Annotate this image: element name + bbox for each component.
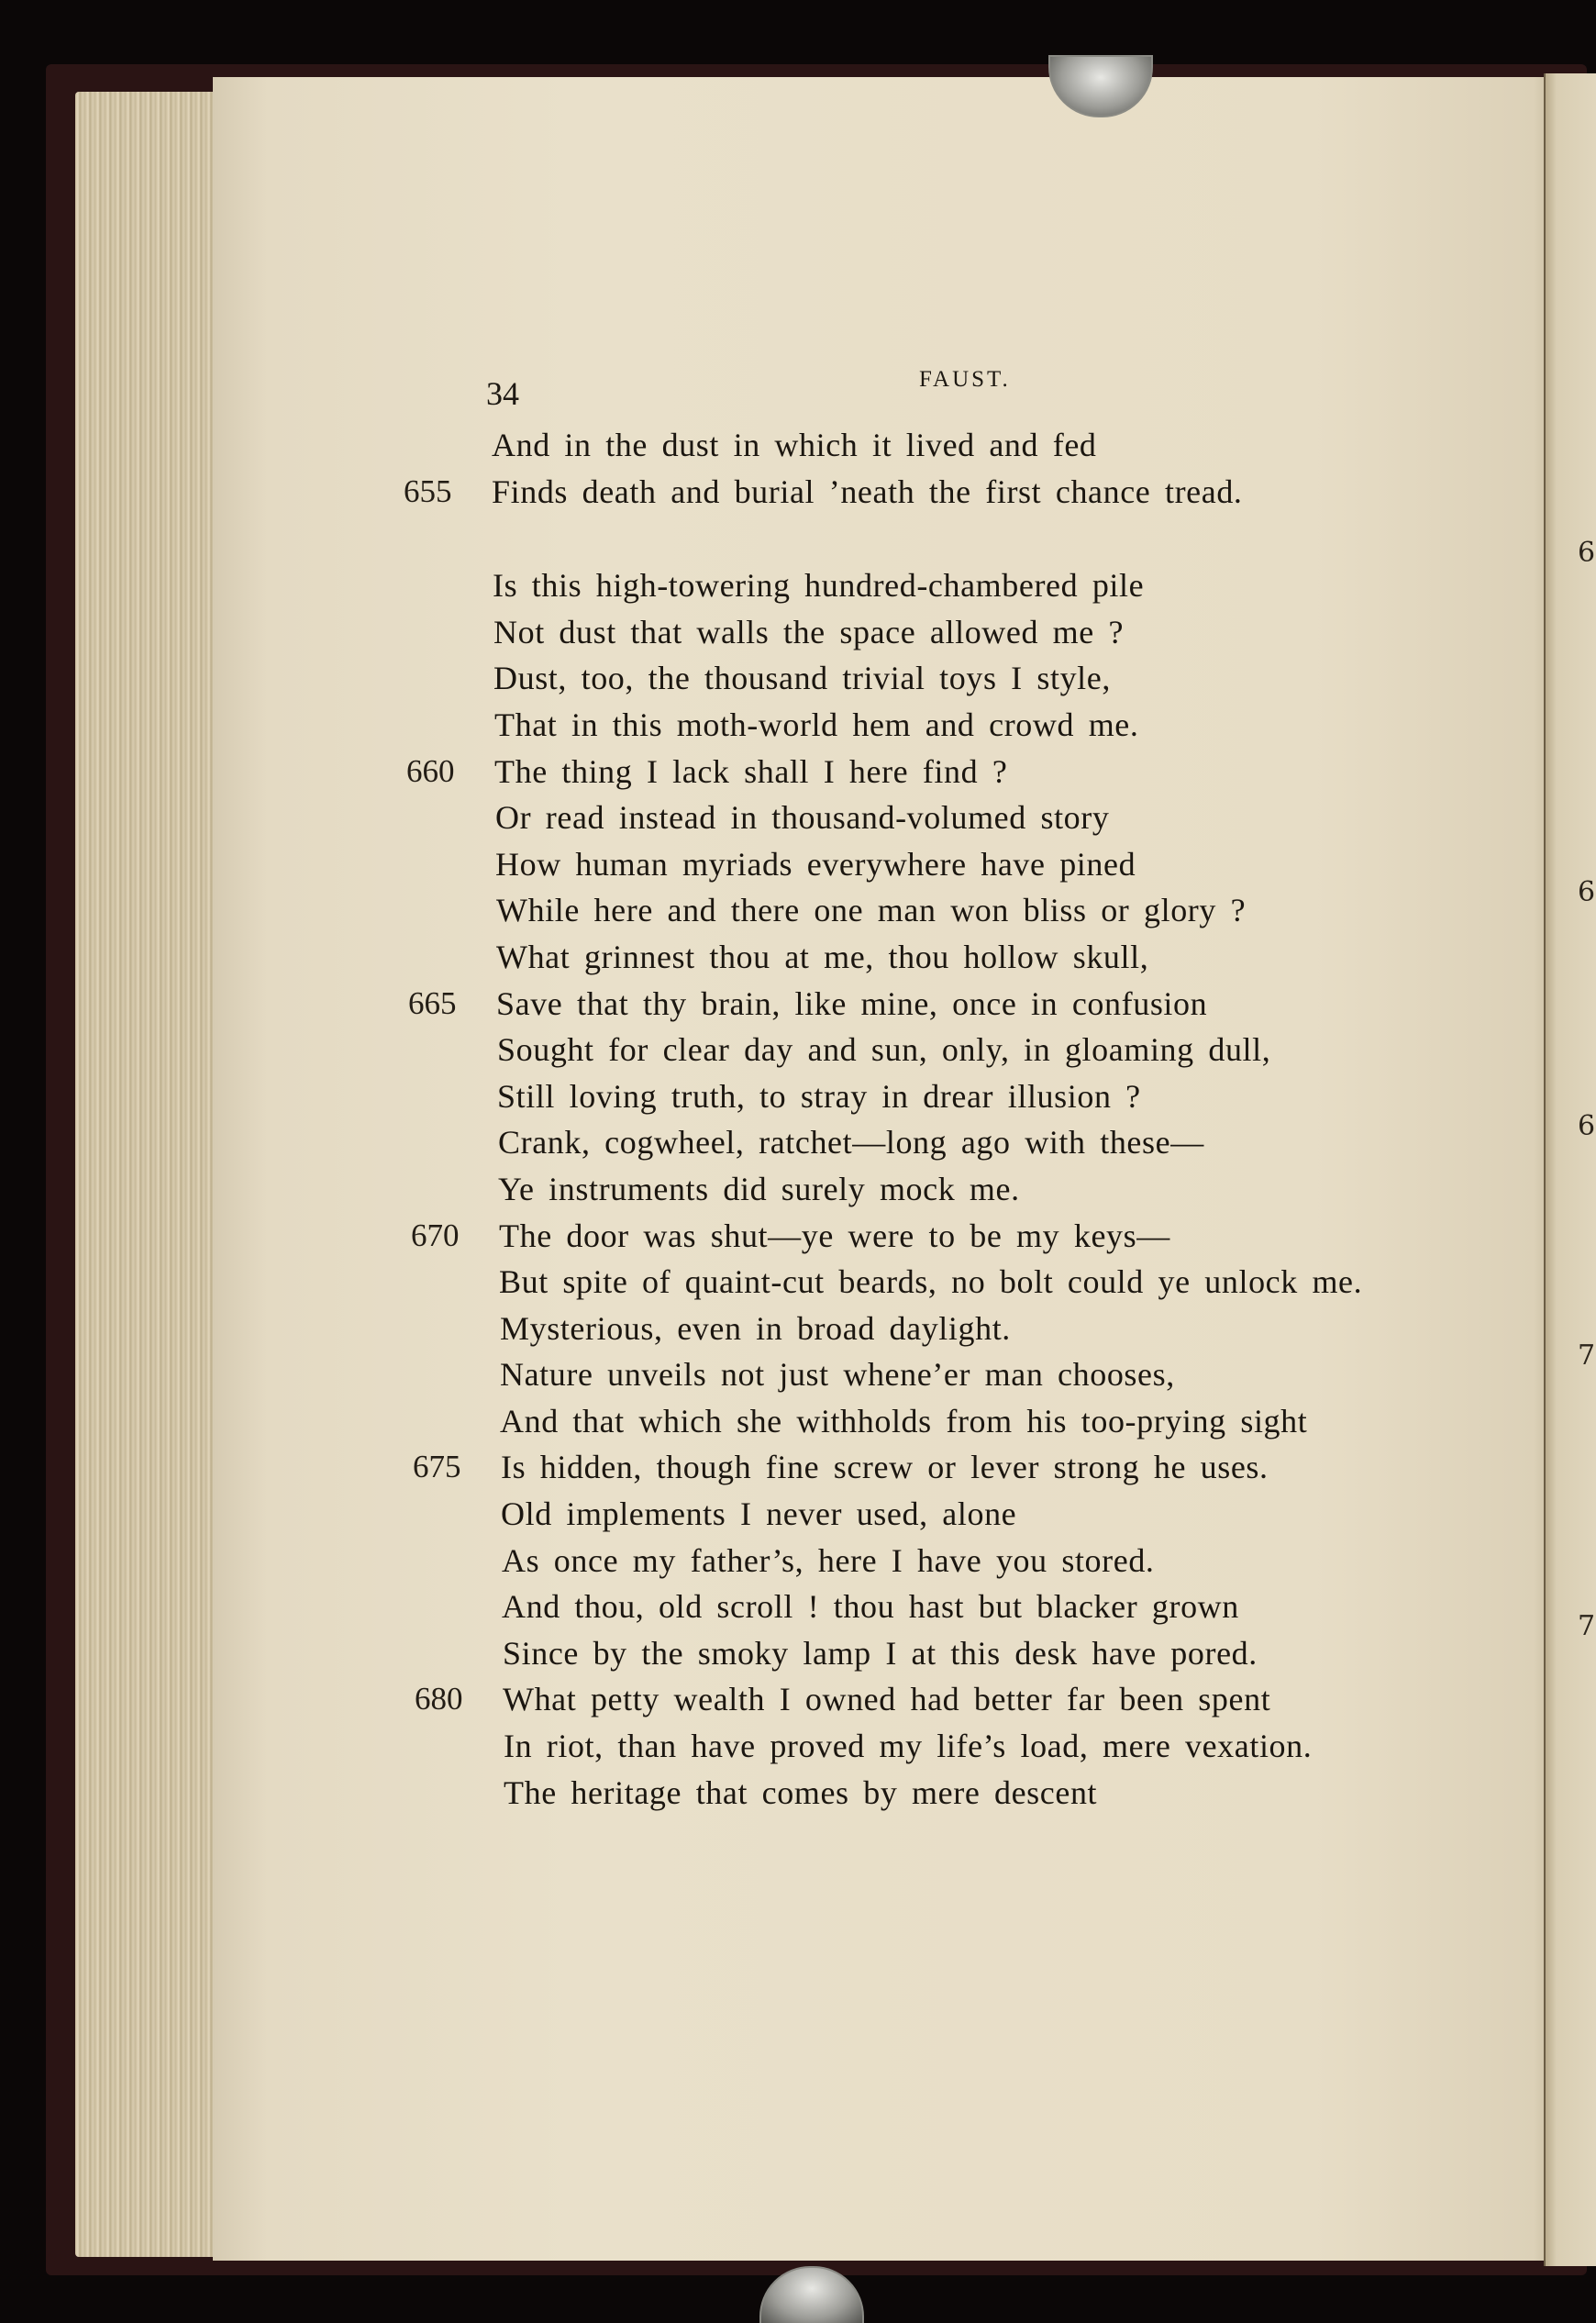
next-page-numeral: 6: [1578, 537, 1596, 569]
line-text: Ye instruments did surely mock me.: [498, 1170, 1020, 1207]
verse-line: [416, 1723, 1504, 1770]
line-text: What petty wealth I owned had better far been spent: [503, 1681, 1271, 1718]
verse-line: [405, 515, 1504, 562]
verse-line: [408, 934, 1504, 981]
verse-line: [404, 422, 1504, 469]
line-text: But spite of quaint-cut beards, no bolt could ye unlock me.: [499, 1263, 1363, 1301]
verse-line: [413, 1444, 1504, 1491]
line-text: Crank, cogwheel, ratchet—long ago with these—: [498, 1124, 1204, 1162]
line-text: Save that thy brain, like mine, once in confusion: [496, 984, 1208, 1022]
line-text: Not dust that walls the space allowed me ?: [493, 613, 1125, 650]
verse-line: [412, 1306, 1504, 1352]
line-text: And thou, old scroll ! thou hast but blacker grown: [502, 1588, 1239, 1626]
verse-line: [412, 1398, 1504, 1445]
page-number: 34: [486, 375, 519, 412]
verse-line: [414, 1584, 1504, 1630]
verse-line: [409, 1073, 1504, 1120]
line-number: 680: [415, 1681, 463, 1717]
line-text: That in this moth-world hem and crowd me.: [494, 706, 1139, 743]
line-text: Old implements I never used, alone: [501, 1495, 1017, 1533]
running-title: FAUST.: [919, 367, 1011, 392]
line-text: Mysterious, even in broad daylight.: [500, 1309, 1011, 1347]
verse-line: [416, 1770, 1504, 1817]
line-text: In riot, than have proved my life’s load, mere vexation.: [504, 1728, 1313, 1765]
line-text: While here and there one man won bliss or glory ?: [496, 892, 1247, 929]
line-text: Since by the smoky lamp I at this desk have pored.: [503, 1634, 1258, 1672]
line-text: What grinnest thou at me, thou hollow skull,: [496, 938, 1149, 975]
line-number: 675: [413, 1449, 461, 1485]
verse-line: [407, 841, 1504, 888]
verse-line: [404, 469, 1504, 516]
next-page-numeral: 7: [1578, 1610, 1596, 1642]
line-number: 665: [408, 984, 457, 1021]
next-page-edge: [1544, 73, 1596, 2266]
line-text: Dust, too, the thousand trivial toys I style,: [493, 660, 1111, 697]
verse-line: [410, 1119, 1504, 1166]
verse-block: [404, 422, 1504, 1816]
verse-line: [406, 702, 1504, 749]
verse-line: [411, 1213, 1504, 1260]
verse-line: [409, 1027, 1504, 1073]
line-text: How human myriads everywhere have pined: [495, 845, 1136, 883]
line-text: Is hidden, though fine screw or lever strong he uses.: [501, 1449, 1269, 1486]
verse-line: [412, 1351, 1504, 1398]
line-text: Nature unveils not just whene’er man chooses,: [500, 1356, 1175, 1394]
verse-line: [413, 1491, 1504, 1538]
verse-line: [407, 795, 1504, 841]
line-text: As once my father’s, here I have you stored.: [502, 1541, 1155, 1579]
line-text: And that which she withholds from his too-prying sight: [500, 1402, 1308, 1439]
next-page-numeral: 6: [1578, 876, 1596, 908]
line-text: The door was shut—ye were to be my keys—: [499, 1217, 1170, 1254]
verse-line: [415, 1676, 1504, 1723]
line-text: Still loving truth, to stray in drear illusion ?: [497, 1077, 1141, 1115]
verse-line: [405, 562, 1504, 609]
verse-line: [405, 609, 1504, 656]
line-number: 660: [406, 752, 455, 789]
line-number: 655: [404, 472, 452, 509]
verse-line: [410, 1166, 1504, 1213]
line-number: 670: [411, 1217, 460, 1253]
verse-line: [414, 1538, 1504, 1584]
next-page-numeral: 7: [1578, 1339, 1596, 1372]
line-text: Is this high-towering hundred-chambered pile: [493, 567, 1145, 605]
line-text: The thing I lack shall I here find ?: [494, 752, 1008, 790]
next-page-numeral: 6: [1578, 1110, 1596, 1142]
verse-line: [406, 749, 1504, 795]
line-text: And in the dust in which it lived and fed: [492, 427, 1097, 463]
line-text: Sought for clear day and sun, only, in gloaming dull,: [497, 1031, 1271, 1069]
verse-line: [411, 1259, 1504, 1306]
line-text: The heritage that comes by mere descent: [504, 1773, 1098, 1811]
verse-line: [408, 887, 1504, 934]
verse-line: [408, 981, 1504, 1028]
verse-line: [405, 655, 1504, 702]
line-text: Or read instead in thousand-volumed story: [495, 799, 1110, 837]
line-text: Finds death and burial ’neath the first chance tread.: [492, 472, 1243, 510]
verse-line: [415, 1630, 1504, 1677]
